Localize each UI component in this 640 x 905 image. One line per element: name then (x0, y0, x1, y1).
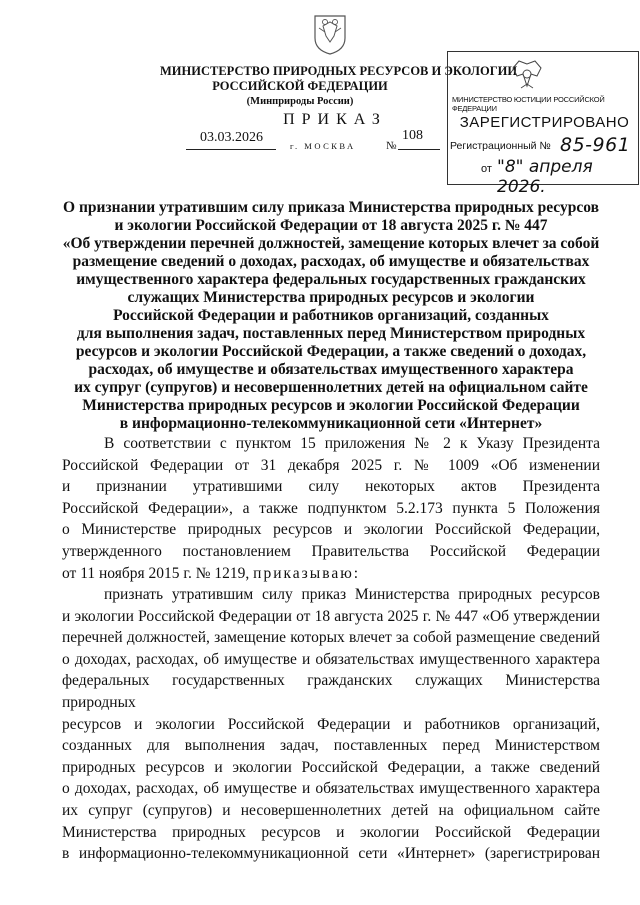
date-underline (186, 149, 276, 150)
title-line: имущественного характера федеральных государственных гражданских (76, 271, 586, 288)
number-underline (398, 149, 440, 150)
title-line: их супруг (супругов) и несовершеннолетних детей на официальном сайте (74, 379, 588, 396)
paragraph-line: природных ресурсов и экологии Российской Федерации, а также сведений (62, 758, 600, 776)
paragraph-line: В соответствии с пунктом 15 приложения № 2 к Указу Президента (104, 435, 600, 452)
ministry-name (160, 64, 518, 94)
paragraph-line: Российской Федерации», а также подпунктом 5.2.173 пункта 5 Положения (62, 499, 600, 517)
stamp-regnum-label: Регистрационный № (450, 140, 551, 152)
paragraph-line: созданных для выполнения задач, поставленных перед Министерством (62, 737, 600, 755)
title-line: и экологии Российской Федерации от 18 августа 2025 г. № 447 (114, 217, 548, 234)
stamp-regnum-value: 85-961 (560, 134, 631, 156)
paragraph-line: и экологии Российской Федерации от 18 августа 2025 г. № 447 «Об утверждении (62, 607, 600, 625)
paragraph-decision (62, 584, 600, 865)
paragraph-line: перечней должностей, замещение которых влечет за собой размещение сведений (62, 629, 600, 647)
paragraph-line: о доходах, расходах, об имуществе и обязательствах имущественного характера (62, 650, 600, 668)
title-line: Российской Федерации и работников организаций, созданных (113, 307, 549, 324)
paragraph-line: от 11 ноября 2015 г. № 1219, (62, 564, 250, 582)
number-sign: № (386, 140, 397, 152)
stamp-status: ЗАРЕГИСТРИРОВАНО (459, 114, 630, 131)
title-line: Министерства природных ресурсов и экологии Российской Федерации (82, 397, 580, 414)
stamp-ministry: МИНИСТЕРСТВО ЮСТИЦИИ РОССИЙСКОЙ ФЕДЕРАЦИИ (452, 95, 605, 113)
document-title (62, 199, 600, 433)
order-city: г. МОСКВА (290, 141, 356, 151)
title-line: расходах, об имуществе и обязательствах имущественного характера (88, 361, 574, 378)
ministry-line: РОССИЙСКОЙ ФЕДЕРАЦИИ (212, 79, 388, 93)
paragraph-line: утвержденного постановлением Правительства Российской Федерации (62, 542, 600, 560)
title-line: служащих Министерства природных ресурсов и экологии (127, 289, 535, 306)
ministry-short-name: (Минприроды России) (246, 96, 354, 107)
order-number: 108 (402, 128, 423, 143)
paragraph-line: о Министерстве природных ресурсов и экологии Российской Федерации, (62, 521, 600, 539)
title-line: ресурсов и экологии Российской Федерации, а также сведений о доходах, (75, 343, 587, 360)
paragraph-line: о доходах, расходах, об имуществе и обязательствах имущественного характера (62, 780, 600, 798)
paragraph-line: ресурсов и экологии Российской Федерации и работников организаций, (62, 715, 600, 733)
stamp-date-value: "8" апреля 2026. (497, 157, 593, 197)
paragraph-line: их супруг (супругов) и несовершеннолетних детей на официальном сайте (62, 801, 600, 819)
paragraph-line: в информационно-телекоммуникационной сети «Интернет» (зарегистрирован (62, 845, 600, 863)
paragraph-basis (62, 433, 600, 584)
order-date: 03.03.2026 (200, 130, 263, 145)
title-line: «Об утверждении перечней должностей, замещение которых влечет за собой (62, 235, 600, 252)
emblem-icon (311, 12, 349, 56)
stamp-eagle-icon (505, 58, 549, 92)
paragraph-line: федеральных государственных гражданских служащих Министерства природных (62, 672, 600, 711)
stamp-date-label: от (481, 163, 492, 175)
paragraph-line: Российской Федерации от 31 декабря 2025 г. № 1009 «Об изменении (62, 456, 600, 474)
ministry-line: МИНИСТЕРСТВО ПРИРОДНЫХ РЕСУРСОВ И ЭКОЛОГИИ (160, 64, 518, 78)
title-line: в информационно-телекоммуникационной сети «Интернет» (119, 415, 543, 432)
paragraph-line: признать утратившим силу приказ Министерства природных ресурсов (104, 586, 600, 603)
paragraph-line: Министерства природных ресурсов и экологии Российской Федерации (62, 823, 600, 841)
order-title: ПРИКАЗ (283, 111, 387, 128)
title-line: О признании утратившим силу приказа Министерства природных ресурсов (63, 199, 599, 216)
title-line: размещение сведений о доходах, расходах, об имуществе и обязательствах (72, 253, 590, 270)
paragraph-line: и признании утратившими силу некоторых актов Президента (62, 478, 600, 496)
order-command: приказываю: (253, 564, 361, 582)
title-line: для выполнения задач, поставленных перед Министерством природных (76, 325, 586, 342)
